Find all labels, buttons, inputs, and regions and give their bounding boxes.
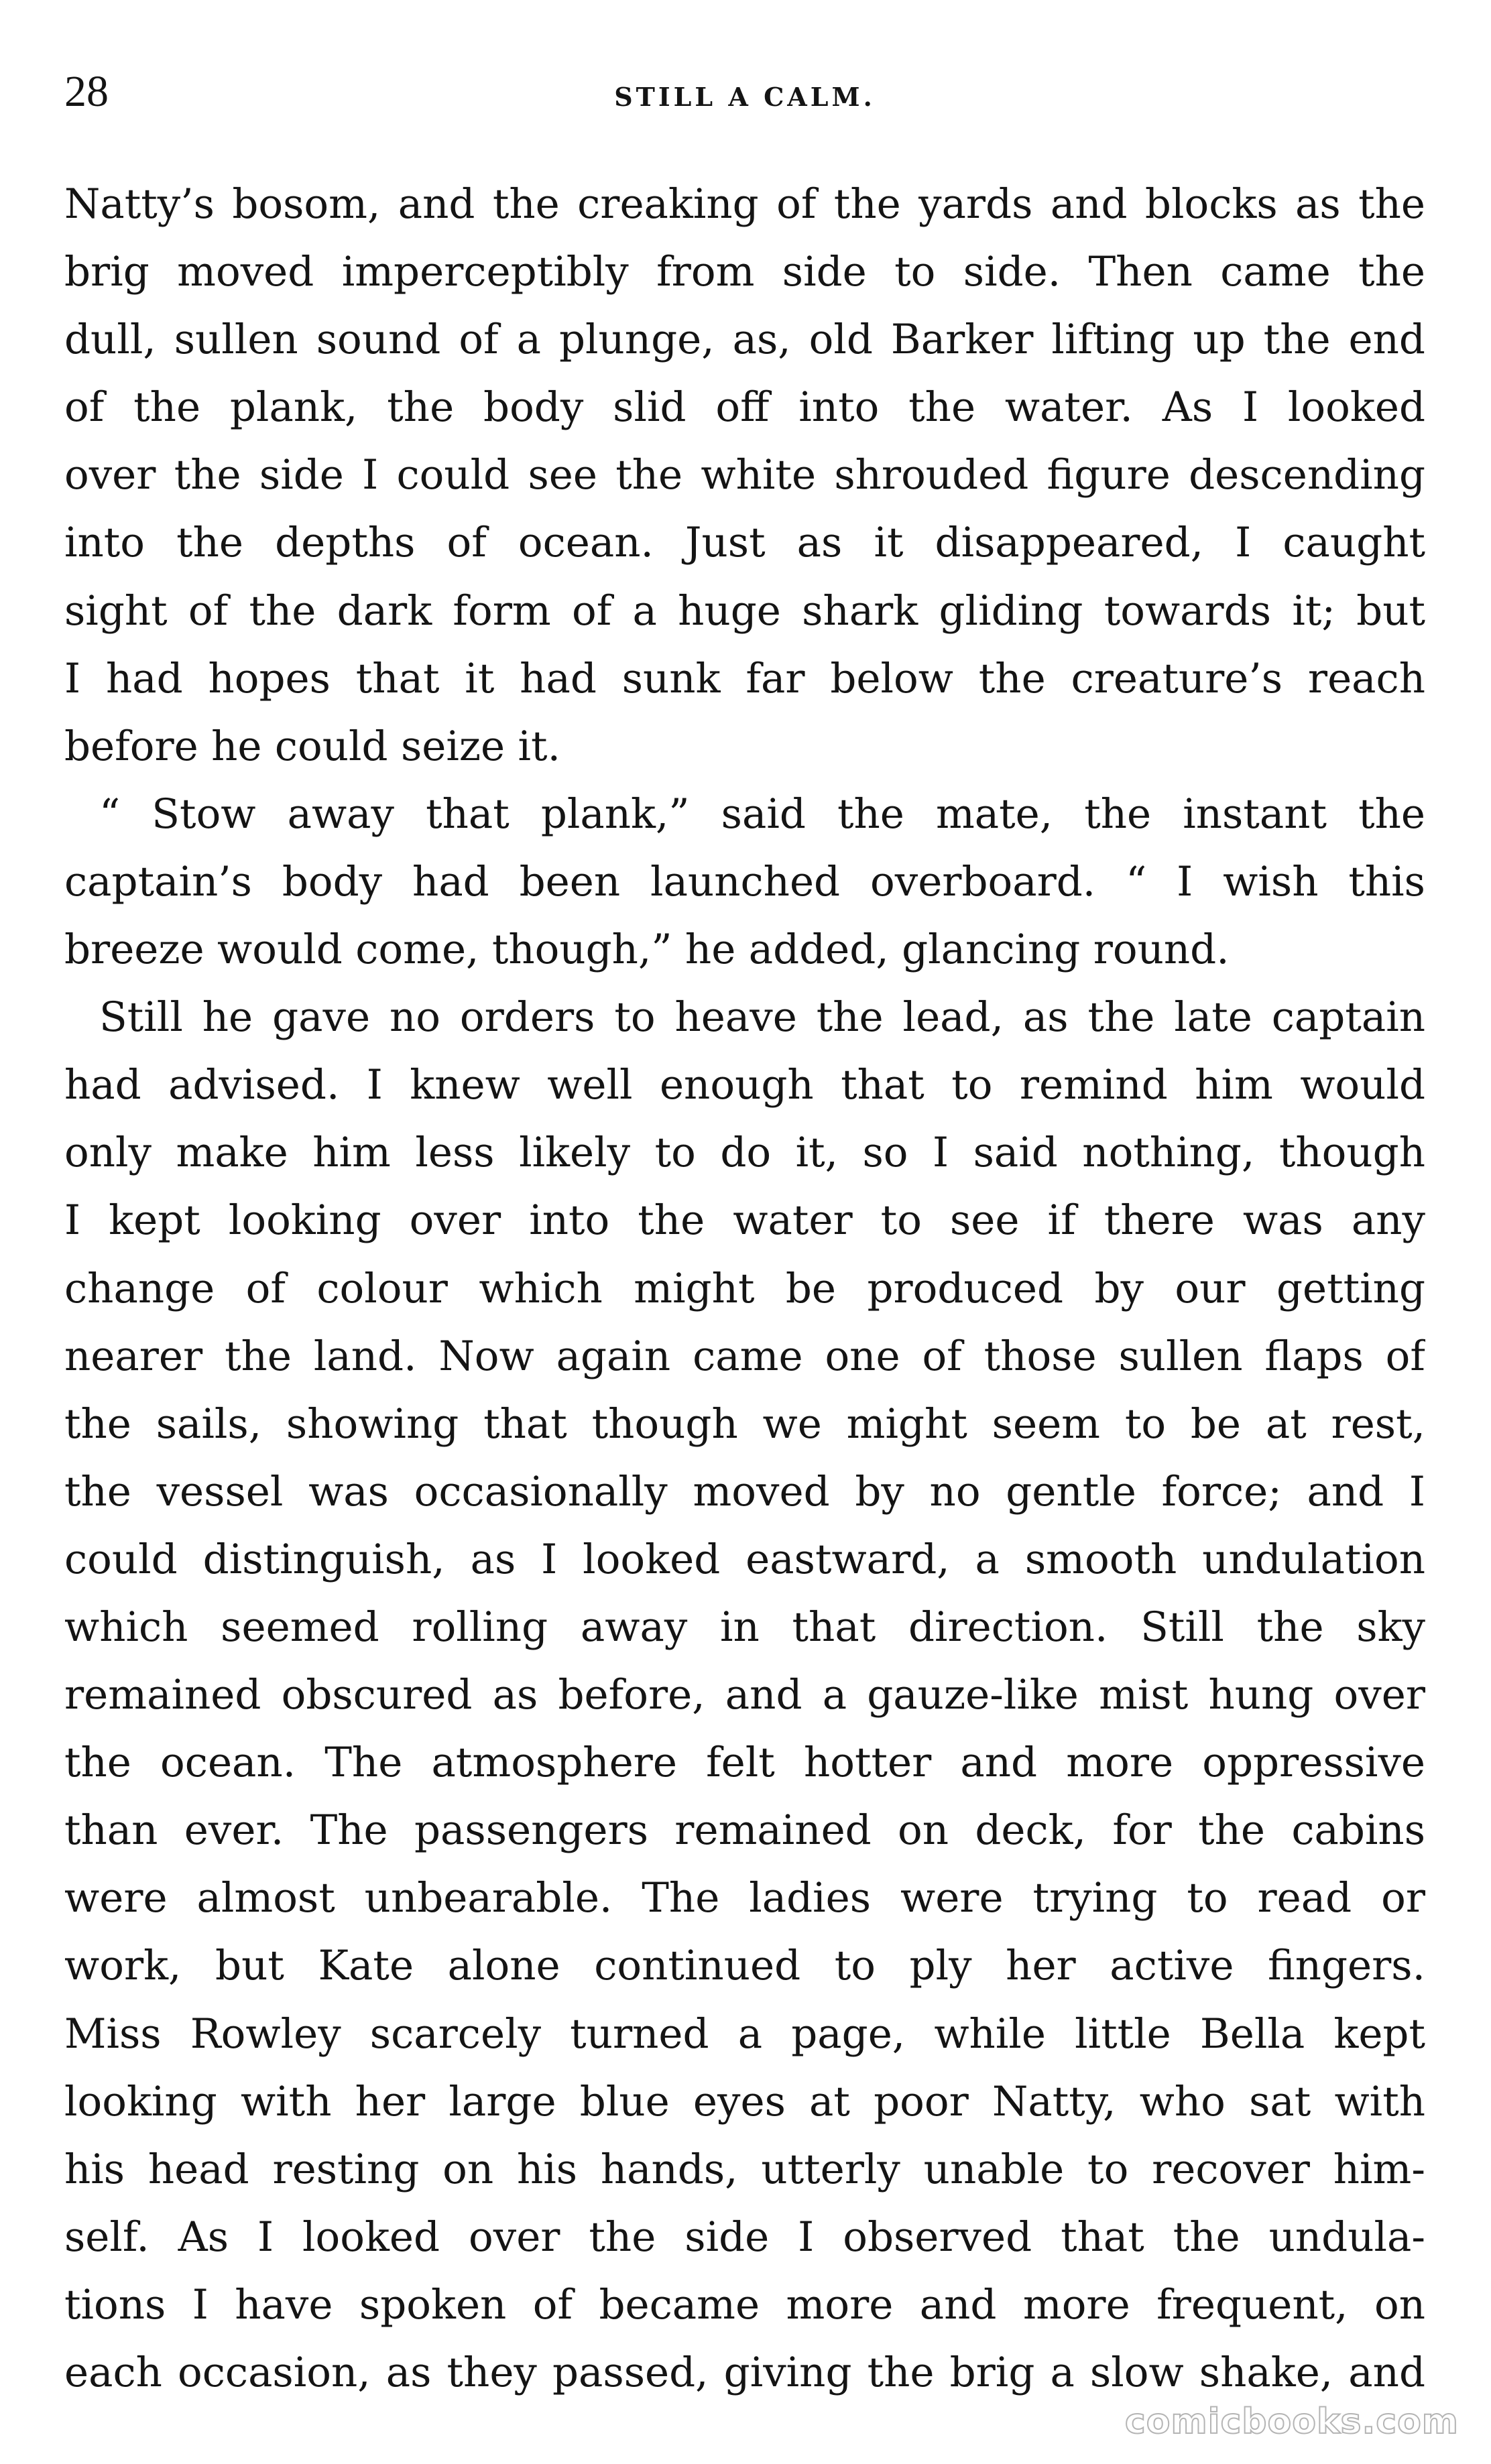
- text-line: captain’s body had been launched overboard. “ I wish this: [64, 857, 1425, 906]
- paragraph-end-line: breeze would come, though,” he added, glancing round.: [64, 926, 1230, 974]
- text-line: the ocean. The atmosphere felt hotter and more oppressive: [64, 1739, 1425, 1787]
- paragraph-start-line: “ Stow away that plank,” said the mate, the instant the: [99, 790, 1425, 838]
- running-head: [64, 62, 1425, 122]
- text-line: brig moved imperceptibly from side to side. Then came the: [64, 248, 1425, 296]
- text-line: had advised. I knew well enough that to remind him would: [64, 1061, 1425, 1109]
- text-line: were almost unbearable. The ladies were trying to read or: [64, 1874, 1425, 1922]
- watermark: comicbooks.com: [1124, 2402, 1459, 2442]
- text-line: I kept looking over into the water to see if there was any: [64, 1196, 1425, 1245]
- text-line: I had hopes that it had sunk far below the creature’s reach: [64, 654, 1425, 702]
- text-line: each occasion, as they passed, giving the brig a slow shake, and: [64, 2349, 1425, 2396]
- text-line: remained obscured as before, and a gauze-like mist hung over: [64, 1671, 1425, 1719]
- text-line: his head resting on his hands, utterly unable to recover him-: [64, 2145, 1425, 2193]
- text-line: of the plank, the body slid off into the water. As I looked: [64, 383, 1425, 432]
- text-line: tions I have spoken of became more and more frequent, on: [64, 2280, 1425, 2329]
- text-line: work, but Kate alone continued to ply her active fingers.: [64, 1942, 1425, 1990]
- text-line: looking with her large blue eyes at poor Natty, who sat with: [64, 2077, 1425, 2126]
- text-line: the vessel was occasionally moved by no gentle force; and I: [64, 1467, 1425, 1516]
- text-line: change of colour which might be produced by our getting: [64, 1264, 1425, 1312]
- text-line: the sails, showing that though we might seem to be at rest,: [64, 1400, 1425, 1448]
- running-title: STILL A CALM.: [614, 82, 876, 112]
- text-line: self. As I looked over the side I observed that the undula-: [64, 2213, 1425, 2261]
- text-line: only make him less likely to do it, so I said nothing, though: [64, 1129, 1425, 1177]
- paragraph-start-line: Still he gave no orders to heave the lead, as the late captain: [99, 993, 1425, 1042]
- body-text: [64, 170, 1425, 2406]
- text-line: dull, sullen sound of a plunge, as, old Barker lifting up the end: [64, 316, 1425, 364]
- text-line: which seemed rolling away in that direction. Still the sky: [64, 1603, 1425, 1651]
- text-line: Miss Rowley scarcely turned a page, while little Bella kept: [64, 2010, 1425, 2058]
- text-line: than ever. The passengers remained on deck, for the cabins: [64, 1806, 1425, 1855]
- text-line: could distinguish, as I looked eastward, a smooth undulation: [64, 1535, 1425, 1583]
- text-line: over the side I could see the white shrouded figure descending: [64, 451, 1425, 499]
- page-number: 28: [64, 67, 109, 116]
- text-line: into the depths of ocean. Just as it disappeared, I caught: [64, 519, 1425, 567]
- text-line: sight of the dark form of a huge shark gliding towards it; but: [64, 587, 1425, 635]
- text-line: nearer the land. Now again came one of those sullen flaps of: [64, 1332, 1425, 1380]
- paragraph-end-line: before he could seize it.: [64, 722, 560, 770]
- text-line: Natty’s bosom, and the creaking of the yards and blocks as the: [64, 180, 1425, 228]
